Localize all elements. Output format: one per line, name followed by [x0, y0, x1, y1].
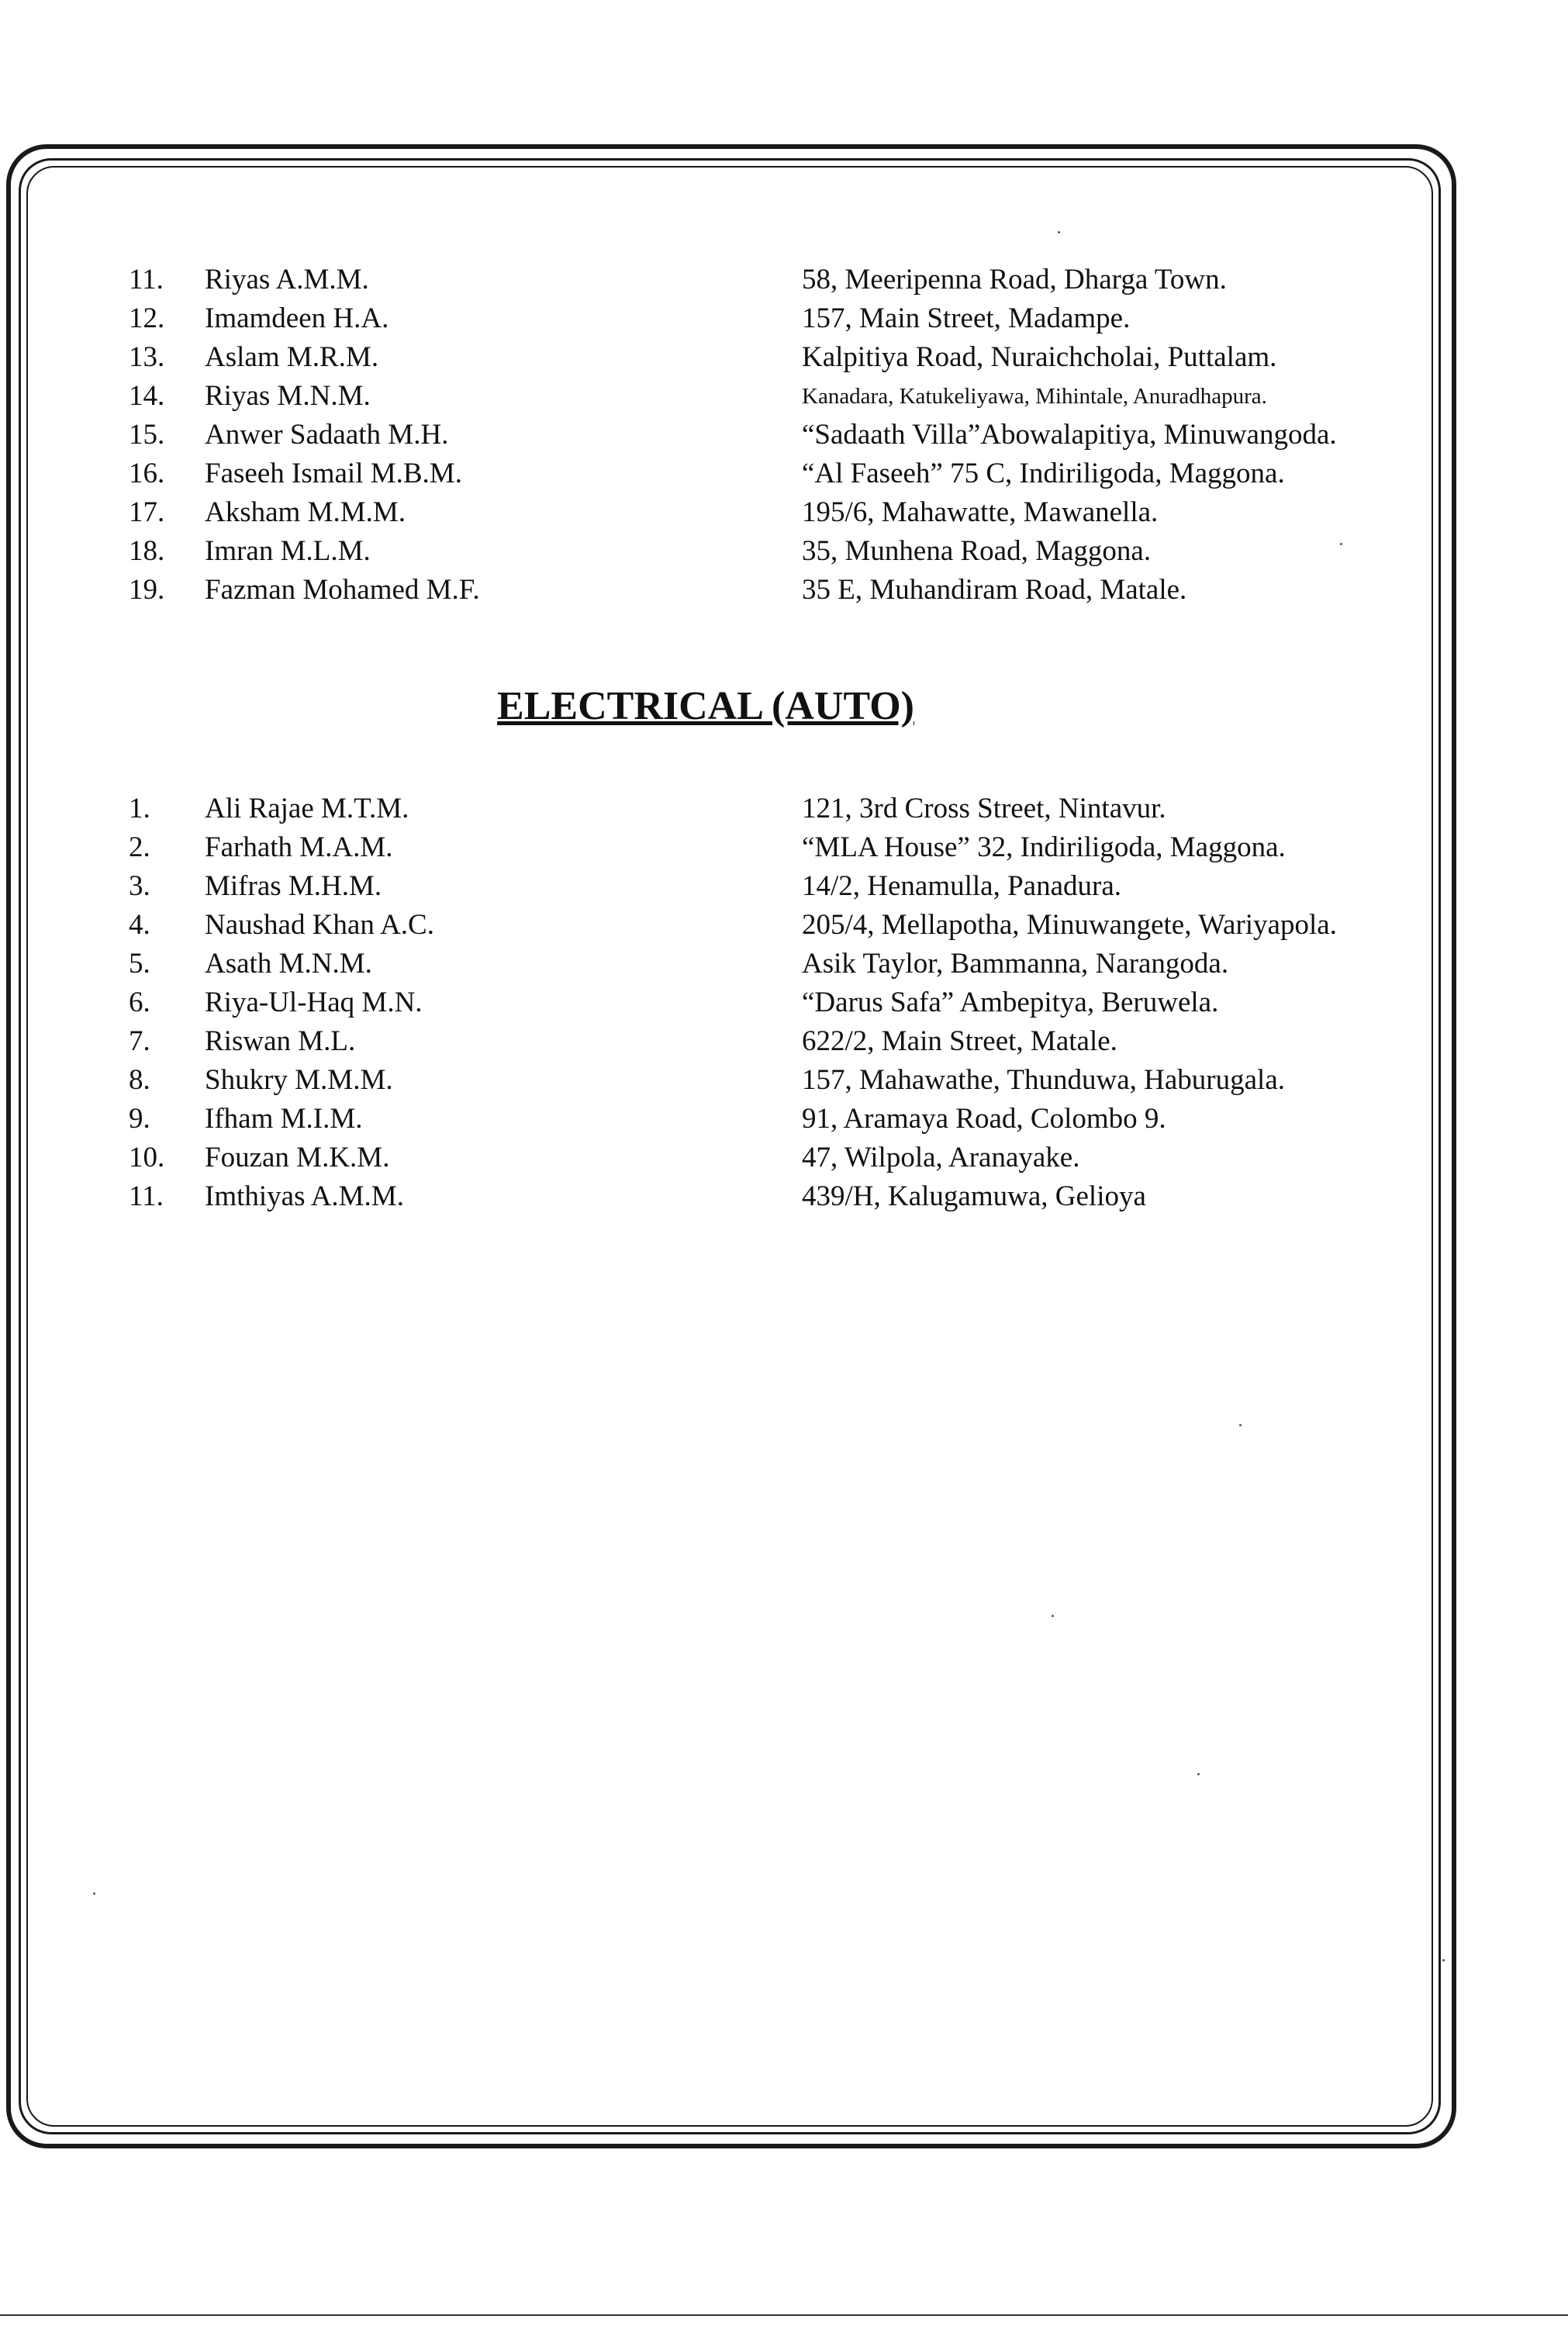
- item-number: 8.: [129, 1064, 150, 1096]
- item-number: 2.: [129, 831, 150, 863]
- scan-speck: [1442, 1959, 1445, 1961]
- student-address: “Darus Safa” Ambepitya, Beruwela.: [802, 987, 1219, 1018]
- student-name: Riya-Ul-Haq M.N.: [205, 987, 423, 1018]
- item-number: 9.: [129, 1103, 150, 1135]
- item-number: 10.: [129, 1142, 165, 1173]
- student-address: 157, Main Street, Madampe.: [802, 302, 1131, 334]
- item-number: 14.: [129, 380, 165, 412]
- scan-speck: [93, 1892, 95, 1895]
- student-name: Riyas A.M.M.: [205, 264, 369, 296]
- item-number: 5.: [129, 948, 150, 980]
- list-item: [0, 571, 1568, 610]
- student-address: 439/H, Kalugamuwa, Gelioya: [802, 1180, 1146, 1212]
- student-address: 205/4, Mellapotha, Minuwangete, Wariyapola.: [802, 909, 1337, 941]
- student-list-2: [0, 790, 1568, 1216]
- list-item: [0, 790, 1568, 828]
- item-number: 17.: [129, 496, 165, 528]
- list-item: [0, 867, 1568, 906]
- list-item: [0, 983, 1568, 1022]
- student-address: Asik Taylor, Bammanna, Narangoda.: [802, 948, 1229, 980]
- item-number: 7.: [129, 1025, 150, 1057]
- item-number: 12.: [129, 302, 165, 334]
- list-item: [0, 1100, 1568, 1139]
- scan-speck: [1197, 1773, 1200, 1775]
- item-number: 1.: [129, 793, 150, 824]
- item-number: 16.: [129, 458, 165, 489]
- item-number: 19.: [129, 574, 165, 606]
- item-number: 13.: [129, 341, 165, 373]
- student-name: Farhath M.A.M.: [205, 831, 393, 863]
- student-name: Fouzan M.K.M.: [205, 1142, 390, 1173]
- item-number: 11.: [129, 1180, 164, 1212]
- student-address: 47, Wilpola, Aranayake.: [802, 1142, 1080, 1173]
- section-heading: ELECTRICAL (AUTO): [497, 684, 914, 728]
- student-list-1: [0, 261, 1568, 610]
- item-number: 3.: [129, 870, 150, 902]
- student-name: Shukry M.M.M.: [205, 1064, 393, 1096]
- student-name: Aksham M.M.M.: [205, 496, 406, 528]
- student-address: 35, Munhena Road, Maggona.: [802, 535, 1152, 567]
- student-address: Kanadara, Katukeliyawa, Mihintale, Anuradhapura.: [802, 384, 1267, 409]
- list-item: [0, 338, 1568, 377]
- student-address: 58, Meeripenna Road, Dharga Town.: [802, 264, 1227, 296]
- student-name: Imthiyas A.M.M.: [205, 1180, 404, 1212]
- student-name: Riyas M.N.M.: [205, 380, 371, 412]
- list-item: [0, 1061, 1568, 1100]
- student-address: 157, Mahawathe, Thunduwa, Haburugala.: [802, 1064, 1286, 1096]
- list-item: [0, 416, 1568, 454]
- student-address: 91, Aramaya Road, Colombo 9.: [802, 1103, 1166, 1135]
- scan-speck: [1239, 1424, 1242, 1426]
- student-name: Ali Rajae M.T.M.: [205, 793, 409, 824]
- list-item: [0, 493, 1568, 532]
- list-item: [0, 1139, 1568, 1177]
- list-item: [0, 532, 1568, 571]
- scan-speck: [1340, 543, 1342, 545]
- list-item: [0, 299, 1568, 338]
- bottom-scan-edge: [0, 2314, 1568, 2316]
- item-number: 18.: [129, 535, 165, 567]
- list-item: [0, 906, 1568, 945]
- student-name: Riswan M.L.: [205, 1025, 356, 1057]
- student-name: Imamdeen H.A.: [205, 302, 389, 334]
- item-number: 11.: [129, 264, 164, 296]
- student-address: 35 E, Muhandiram Road, Matale.: [802, 574, 1187, 606]
- student-address: 14/2, Henamulla, Panadura.: [802, 870, 1122, 902]
- student-address: 622/2, Main Street, Matale.: [802, 1025, 1117, 1057]
- list-item: [0, 945, 1568, 983]
- scan-speck: [1058, 231, 1060, 233]
- scan-speck: [1052, 1615, 1054, 1617]
- list-item: [0, 1177, 1568, 1216]
- item-number: 4.: [129, 909, 150, 941]
- list-item: [0, 828, 1568, 867]
- student-name: Mifras M.H.M.: [205, 870, 382, 902]
- item-number: 15.: [129, 419, 165, 451]
- student-address: “Al Faseeh” 75 C, Indiriligoda, Maggona.: [802, 458, 1285, 489]
- student-address: “Sadaath Villa”Abowalapitiya, Minuwangoda.: [802, 419, 1337, 451]
- item-number: 6.: [129, 987, 150, 1018]
- student-address: 195/6, Mahawatte, Mawanella.: [802, 496, 1159, 528]
- list-item: [0, 454, 1568, 493]
- student-name: Faseeh Ismail M.B.M.: [205, 458, 462, 489]
- list-item: [0, 261, 1568, 299]
- student-address: Kalpitiya Road, Nuraichcholai, Puttalam.: [802, 341, 1277, 373]
- student-name: Asath M.N.M.: [205, 948, 372, 980]
- student-address: “MLA House” 32, Indiriligoda, Maggona.: [802, 831, 1286, 863]
- student-name: Anwer Sadaath M.H.: [205, 419, 449, 451]
- student-address: 121, 3rd Cross Street, Nintavur.: [802, 793, 1166, 824]
- student-name: Aslam M.R.M.: [205, 341, 379, 373]
- list-item: [0, 377, 1568, 416]
- list-item: [0, 1022, 1568, 1061]
- student-name: Ifham M.I.M.: [205, 1103, 363, 1135]
- student-name: Naushad Khan A.C.: [205, 909, 434, 941]
- student-name: Imran M.L.M.: [205, 535, 371, 567]
- student-name: Fazman Mohamed M.F.: [205, 574, 480, 606]
